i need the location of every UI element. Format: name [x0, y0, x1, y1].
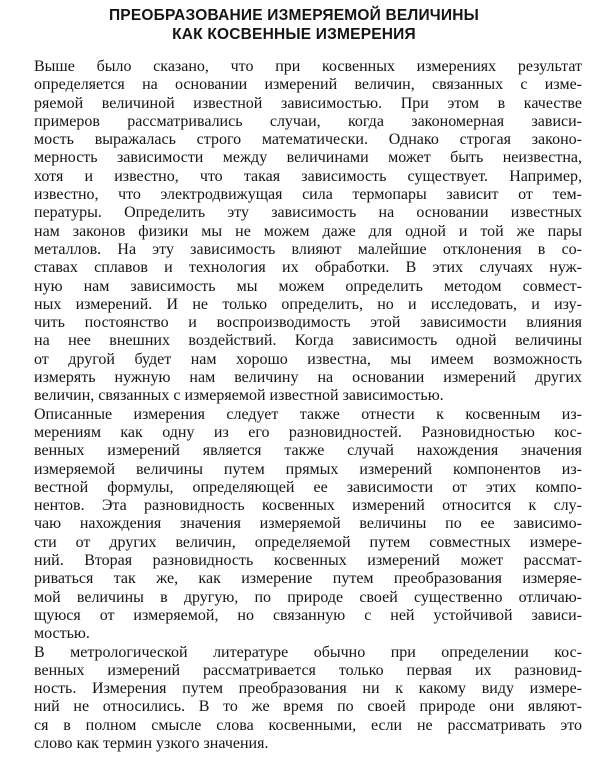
- text-line: измеряемой величины путем прямых измерений компонентов из-: [34, 460, 582, 478]
- section-title-line-1: ПРЕОБРАЗОВАНИЕ ИЗМЕРЯЕМОЙ ВЕЛИЧИНЫ: [108, 7, 480, 24]
- text-line: ность. Измерения путем преобразования ни к какому виду измере-: [34, 680, 582, 698]
- text-line: мостью.: [34, 625, 90, 643]
- text-line: примеров рассматривались случаи, когда закономерная зависи-: [34, 112, 582, 130]
- text-line: вестной формулы, определяющей ее зависимости от этих компо-: [34, 478, 582, 496]
- text-line: определяется на основании измерений величин, связанных с изме-: [34, 76, 582, 94]
- text-line: ных измерений. И не только определить, но и исследовать, и изу-: [34, 295, 582, 313]
- text-line: щуюся от измеряемой, но связанную с ней устойчивой зависи-: [34, 606, 582, 624]
- text-line: от другой будет нам хорошо известна, мы имеем возможность: [34, 350, 582, 368]
- text-line: слово как термин узкого значения.: [34, 734, 269, 752]
- body-text: [6, 58, 582, 753]
- text-line: ся в полном смысле слова косвенными, если не рассматривать это: [34, 716, 582, 734]
- text-line: величин, связанных с измеряемой известной зависимостью.: [34, 387, 444, 405]
- text-line: нентов. Эта разновидность косвенных измерений относится к слу-: [34, 497, 582, 515]
- text-line: металлов. На эту зависимость влияют малейшие отклонения в со-: [34, 240, 582, 258]
- text-line: на нее внешних воздействий. Когда зависимость одной величины: [34, 332, 582, 350]
- section-title: [6, 6, 582, 44]
- text-line: ний не относились. В то же время по своей природе они являют-: [34, 698, 582, 716]
- text-line: измерять нужную нам величину на основании измерений других: [34, 369, 582, 387]
- text-line: мой величины в другую, по природе своей существенно отличаю-: [34, 588, 582, 606]
- text-line: Выше было сказано, что при косвенных измерениях результат: [34, 58, 582, 75]
- text-line: мерность зависимости между величинами может быть неизвестна,: [34, 149, 582, 167]
- text-line: хотя и известно, что такая зависимость существует. Например,: [34, 167, 582, 185]
- text-line: риваться так же, как измерение путем преобразования измеряе-: [34, 570, 582, 588]
- text-line: мерениям как одну из его разновидностей. Разновидностью кос-: [34, 423, 582, 441]
- text-line: чить постоянство и воспроизводимость этой зависимости влияния: [34, 314, 582, 332]
- text-line: мость выражалась строго математически. Однако строгая законо-: [34, 131, 582, 149]
- text-line: В метрологической литературе обычно при определении кос-: [34, 643, 582, 661]
- paragraph: [6, 644, 582, 754]
- text-line: сти от других величин, определяемой путем совместных измере-: [34, 533, 582, 551]
- text-line: нам законов физики мы не можем даже для одной и той же пары: [34, 222, 582, 240]
- paragraph: [6, 58, 582, 406]
- text-line: пературы. Определить эту зависимость на основании известных: [34, 204, 582, 222]
- text-line: Описанные измерения следует также отнести к косвенным из-: [34, 405, 582, 423]
- paragraph: [6, 406, 582, 644]
- text-line: известно, что электродвижущая сила термопары зависит от тем-: [34, 186, 582, 204]
- text-line: венных измерений рассматривается только первая их разновид-: [34, 661, 582, 679]
- text-line: ную нам зависимость мы можем определить методом совмест-: [34, 277, 582, 295]
- text-line: ставах сплавов и технология их обработки. В этих случаях нуж-: [34, 259, 582, 277]
- section-title-line-2: КАК КОСВЕННЫЕ ИЗМЕРЕНИЯ: [172, 26, 416, 43]
- text-line: венных измерений является также случай нахождения значения: [34, 442, 582, 460]
- text-line: чаю нахождения значения измеряемой величины по ее зависимо-: [34, 515, 582, 533]
- text-line: ряемой величиной известной зависимостью. При этом в качестве: [34, 94, 582, 112]
- text-line: ний. Вторая разновидность косвенных измерений может рассмат-: [34, 552, 582, 570]
